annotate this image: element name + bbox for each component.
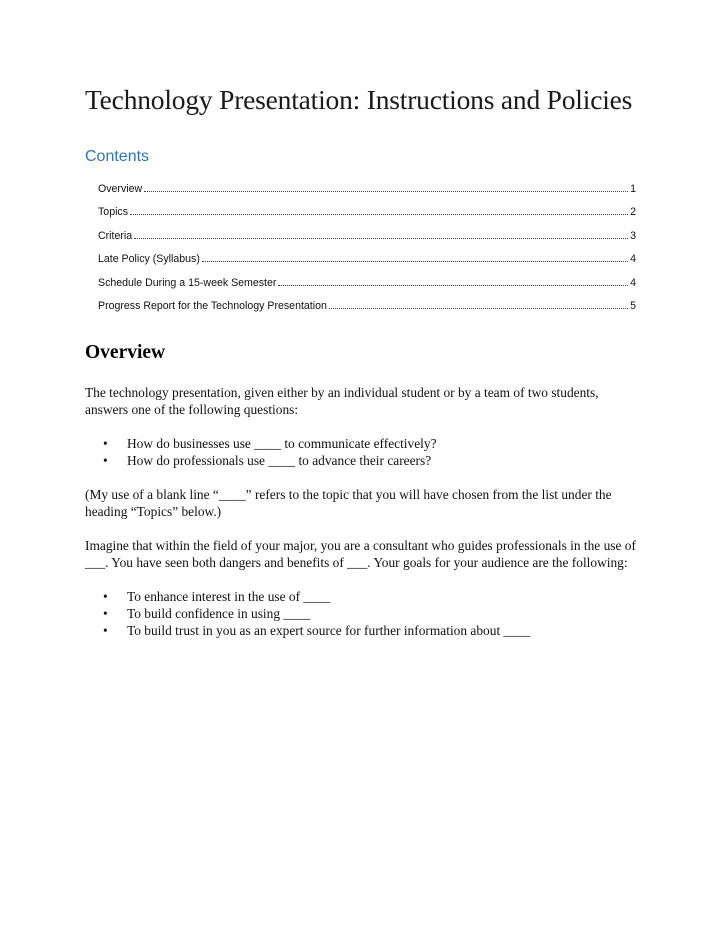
toc-entry-topics[interactable] <box>98 195 636 219</box>
toc-entry-late-policy[interactable] <box>98 242 636 266</box>
toc-entry-schedule[interactable] <box>98 265 636 289</box>
toc-leader <box>144 191 628 192</box>
toc-entry-criteria[interactable] <box>98 218 636 242</box>
list-item-text: To enhance interest in the use of ____ <box>127 589 331 604</box>
bullet-icon: • <box>103 623 108 638</box>
toc-entry-page: 3 <box>630 229 636 242</box>
toc-entry-title: Topics <box>98 206 129 218</box>
toc-entry-title: Late Policy (Syllabus) <box>98 253 200 265</box>
list-item <box>85 435 640 452</box>
toc-entry-page: 1 <box>630 182 636 195</box>
toc-entry-page: 4 <box>630 276 636 289</box>
toc-entry-overview[interactable] <box>98 171 636 195</box>
overview-note: (My use of a blank line “____” refers to the topic that you will have chosen from the list under the heading “Topics” below.) <box>85 487 612 519</box>
toc-leader <box>134 238 628 239</box>
bullet-icon: • <box>103 606 108 621</box>
bullet-icon: • <box>103 453 108 468</box>
questions-list <box>85 435 640 469</box>
document-title: Technology Presentation: Instructions and Policies <box>85 84 633 115</box>
toc-entry-title: Schedule During a 15-week Semester <box>98 276 277 289</box>
toc-leader <box>130 214 628 215</box>
toc-leader <box>329 308 628 309</box>
toc-entry-progress-report[interactable] <box>98 289 636 313</box>
overview-heading: Overview <box>85 342 166 363</box>
overview-imagine: Imagine that within the field of your major, you are a consultant who guides professionals in the use of ___. You have seen both dangers and benefits of ___. Your goals for your audience are the following: <box>85 538 636 570</box>
list-item-text: To build confidence in using ____ <box>127 606 311 621</box>
overview-body <box>85 384 640 656</box>
list-item <box>85 622 640 639</box>
overview-intro: The technology presentation, given either by an individual student or by a team of two students, answers one of the following questions: <box>85 385 599 417</box>
bullet-icon: • <box>103 589 108 604</box>
table-of-contents <box>98 171 636 312</box>
bullet-icon: • <box>103 436 108 451</box>
contents-heading: Contents <box>85 148 150 165</box>
toc-entry-page: 5 <box>630 300 636 312</box>
list-item <box>85 605 640 622</box>
goals-list <box>85 588 640 639</box>
list-item-text: How do businesses use ____ to communicate effectively? <box>127 436 437 451</box>
toc-entry-page: 4 <box>630 253 636 265</box>
list-item-text: To build trust in you as an expert source for further information about ____ <box>127 623 531 638</box>
toc-leader <box>278 285 628 286</box>
toc-entry-page: 2 <box>630 206 636 218</box>
list-item <box>85 452 640 469</box>
toc-entry-title: Criteria <box>98 229 133 242</box>
toc-entry-title: Progress Report for the Technology Presentation <box>98 300 327 312</box>
toc-entry-title: Overview <box>98 182 143 195</box>
list-item-text: How do professionals use ____ to advance their careers? <box>127 453 432 468</box>
list-item <box>85 588 640 605</box>
toc-leader <box>202 261 628 262</box>
